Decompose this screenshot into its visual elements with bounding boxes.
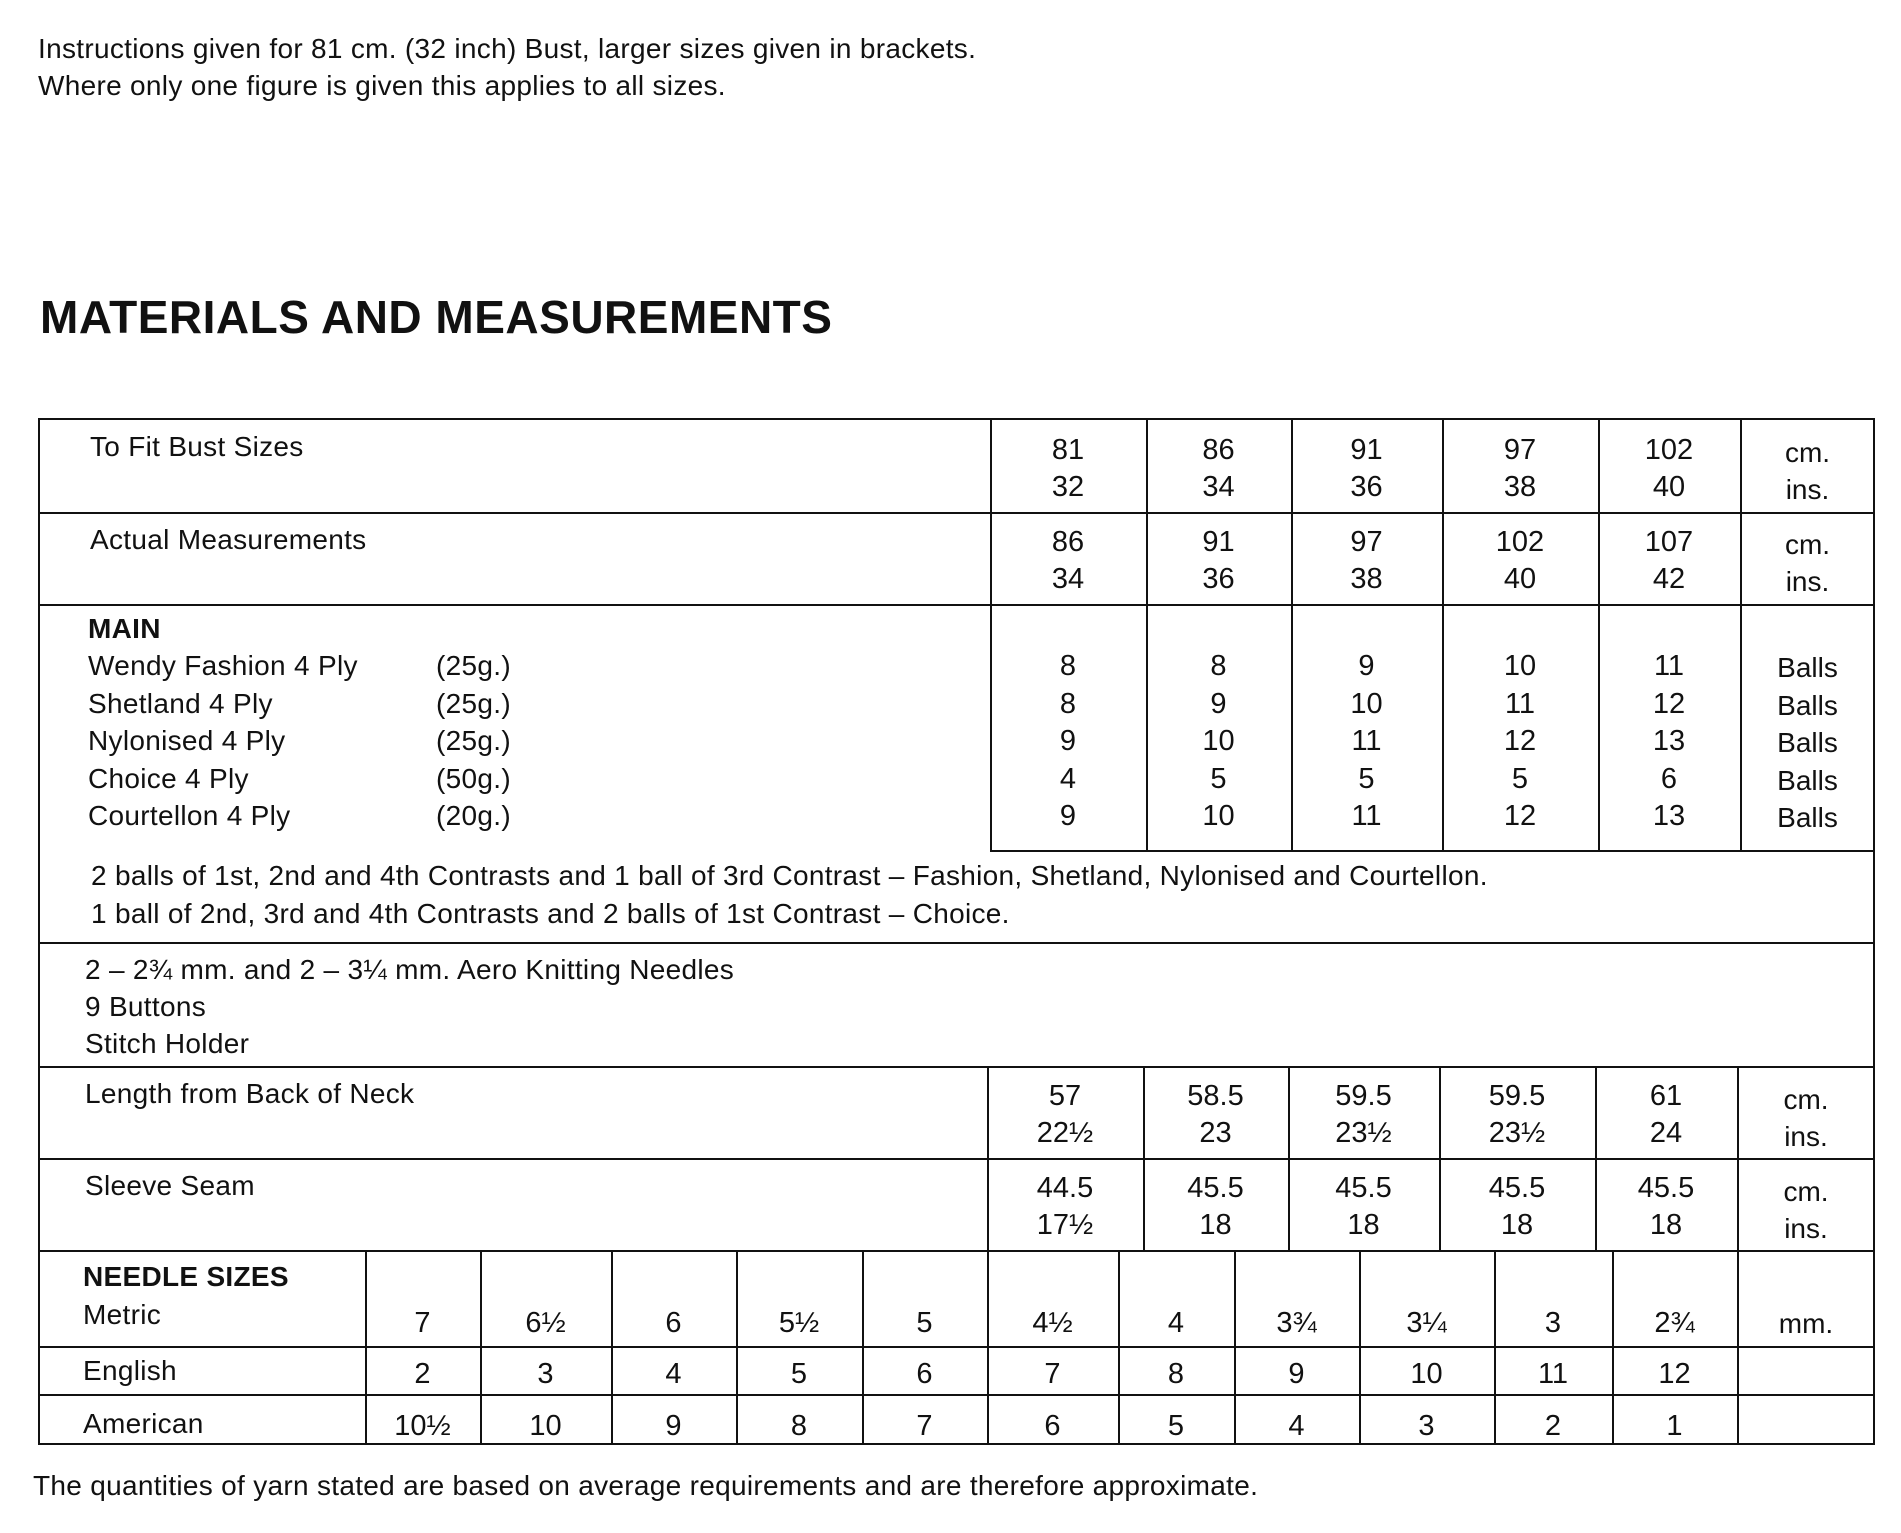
- rule-metric-bottom: [38, 1346, 1875, 1348]
- rule-notes-bottom: [38, 942, 1875, 944]
- yarn-name: Nylonised 4 Ply: [88, 725, 286, 757]
- page-title: MATERIALS AND MEASUREMENTS: [40, 291, 833, 343]
- yarn-name: Choice 4 Ply: [88, 762, 249, 794]
- sleeve-size-1: 44.5 17½: [1036, 1172, 1094, 1241]
- needle-american-size: 8: [790, 1410, 808, 1442]
- needle-american-size: 10½: [394, 1410, 451, 1442]
- needle-english-size: 2: [414, 1358, 431, 1390]
- needle-sizes-title: NEEDLE SIZES: [83, 1261, 289, 1292]
- bust-unit: cm. ins.: [1784, 437, 1831, 505]
- yarn-balls: 5: [1210, 762, 1227, 795]
- footer-note: The quantities of yarn stated are based on average requirements and are therefore approximate.: [33, 1470, 1259, 1501]
- yarn-weight: (25g.): [436, 687, 511, 719]
- rule-english-bottom: [38, 1394, 1875, 1396]
- needle-metric-size: 3: [1544, 1307, 1562, 1339]
- intro-line-2: Where only one figure is given this applies to all sizes.: [38, 70, 726, 101]
- needle-english-size: 6: [916, 1358, 933, 1390]
- bust-size-2: 86 34: [1202, 434, 1235, 503]
- needle-english-size: 11: [1537, 1358, 1569, 1390]
- contrast-note: 1 ball of 2nd, 3rd and 4th Contrasts and 2 balls of 1st Contrast – Choice.: [91, 898, 1010, 929]
- needle-american-size: 9: [665, 1410, 682, 1442]
- actual-label: Actual Measurements: [90, 524, 367, 555]
- main-title: MAIN: [88, 613, 161, 644]
- sleeve-size-2: 45.5 18: [1187, 1172, 1244, 1241]
- yarn-unit: Balls: [1777, 802, 1838, 834]
- yarn-balls: 6: [1660, 762, 1678, 795]
- yarn-balls: 11: [1351, 725, 1382, 758]
- sleeve-unit: cm. ins.: [1783, 1176, 1829, 1244]
- yarn-balls: 11: [1351, 800, 1382, 833]
- needle-english-size: 5: [790, 1358, 808, 1390]
- actual-size-2: 91 36: [1202, 526, 1235, 595]
- needle-col-rule: [1737, 1250, 1739, 1445]
- actual-size-5: 107 42: [1644, 526, 1694, 595]
- yarn-unit: Balls: [1777, 689, 1838, 721]
- length-size-5: 61 24: [1649, 1080, 1683, 1149]
- yarn-balls: 8: [1210, 650, 1227, 682]
- needle-metric-size: 4: [1167, 1307, 1185, 1339]
- english-label: English: [83, 1355, 177, 1386]
- needle-english-size: 3: [537, 1358, 554, 1390]
- yarn-row: [88, 797, 968, 834]
- yarn-balls: 4: [1059, 762, 1077, 795]
- yarn-balls: 12: [1503, 800, 1537, 833]
- needle-american-size: 6: [1044, 1410, 1061, 1442]
- rule-length-bottom: [38, 1158, 1875, 1160]
- needle-english-size: 8: [1167, 1358, 1185, 1390]
- rule-extras-bottom: [38, 1066, 1875, 1068]
- needle-american-size: 1: [1666, 1410, 1683, 1442]
- length-size-4: 59.5 23½: [1488, 1080, 1546, 1149]
- length-size-3: 59.5 23½: [1335, 1080, 1392, 1149]
- bust-size-1: 81 32: [1051, 434, 1085, 503]
- needle-metric-size: 4½: [1032, 1307, 1073, 1339]
- yarn-unit: Balls: [1777, 652, 1838, 683]
- bust-size-3: 91 36: [1350, 434, 1383, 503]
- yarn-balls: 11: [1504, 687, 1536, 720]
- yarn-balls: 13: [1652, 725, 1686, 758]
- needle-metric-size: 7: [414, 1307, 431, 1339]
- extra-item: 9 Buttons: [85, 991, 207, 1022]
- yarn-name: Wendy Fashion 4 Ply: [88, 650, 358, 681]
- yarn-weight: (25g.): [436, 650, 511, 681]
- length-size-2: 58.5 23: [1187, 1080, 1244, 1149]
- bust-size-4: 97 38: [1503, 434, 1537, 503]
- needle-metric-size: 5: [916, 1307, 933, 1339]
- needle-english-size: 10: [1410, 1358, 1443, 1390]
- yarn-balls: 9: [1210, 687, 1227, 720]
- yarn-row: [88, 685, 968, 722]
- yarn-balls: 10: [1503, 650, 1537, 682]
- actual-size-1: 86 34: [1051, 526, 1085, 595]
- sleeve-size-5: 45.5 18: [1637, 1172, 1695, 1241]
- needle-metric-size: 6: [665, 1307, 682, 1339]
- yarn-row: [88, 722, 968, 759]
- contrast-note: 2 balls of 1st, 2nd and 4th Contrasts and 1 ball of 3rd Contrast – Fashion, Shetland, Nylonised and Courtellon.: [91, 860, 1488, 891]
- length-label: Length from Back of Neck: [85, 1078, 415, 1109]
- needle-metric-size: 3¼: [1406, 1307, 1447, 1339]
- yarn-balls: 8: [1059, 687, 1077, 720]
- yarn-row: [88, 760, 968, 797]
- needle-american-size: 5: [1167, 1410, 1185, 1442]
- yarn-weight: (25g.): [436, 725, 511, 757]
- yarn-balls: 12: [1503, 725, 1537, 758]
- needle-english-size: 12: [1658, 1358, 1691, 1390]
- yarn-name: Shetland 4 Ply: [88, 687, 273, 719]
- sleeve-size-4: 45.5 18: [1488, 1172, 1546, 1241]
- metric-label: Metric: [83, 1299, 162, 1330]
- yarn-balls: 5: [1358, 762, 1375, 795]
- yarn-name: Courtellon 4 Ply: [88, 800, 291, 832]
- needle-metric-size: 6½: [525, 1307, 566, 1339]
- metric-unit: mm.: [1778, 1308, 1834, 1339]
- needle-american-size: 7: [916, 1410, 933, 1442]
- yarn-balls: 11: [1653, 650, 1685, 682]
- actual-size-3: 97 38: [1350, 526, 1383, 595]
- yarn-balls: 12: [1652, 687, 1686, 720]
- yarn-balls: 8: [1059, 650, 1077, 682]
- sleeve-label: Sleeve Seam: [85, 1170, 255, 1201]
- needle-american-size: 3: [1418, 1410, 1435, 1442]
- extra-item: Stitch Holder: [85, 1028, 250, 1059]
- needle-metric-size: 2¾: [1654, 1307, 1695, 1339]
- yarn-balls: 13: [1652, 800, 1686, 833]
- actual-size-4: 102 40: [1495, 526, 1545, 595]
- actual-unit: cm. ins.: [1784, 529, 1831, 597]
- rule-sleeve-bottom: [38, 1250, 1875, 1252]
- yarn-balls: 9: [1059, 725, 1077, 758]
- yarn-balls: 10: [1202, 725, 1235, 758]
- intro-text: [38, 30, 976, 104]
- needle-metric-size: 5½: [778, 1307, 820, 1339]
- rule-yarn-grid-bottom: [990, 850, 1875, 852]
- needle-american-size: 10: [529, 1410, 562, 1442]
- yarn-balls: 10: [1202, 800, 1235, 833]
- needle-english-size: 4: [665, 1358, 682, 1390]
- yarn-unit: Balls: [1777, 727, 1838, 759]
- yarn-row: [88, 647, 968, 684]
- yarn-balls: 5: [1511, 762, 1529, 795]
- needle-english-size: 7: [1044, 1358, 1061, 1390]
- length-unit: cm. ins.: [1783, 1084, 1829, 1152]
- yarn-balls: 9: [1358, 650, 1375, 682]
- sleeve-size-3: 45.5 18: [1335, 1172, 1392, 1241]
- intro-line-1: Instructions given for 81 cm. (32 inch) Bust, larger sizes given in brackets.: [38, 33, 977, 64]
- yarn-weight: (50g.): [436, 762, 511, 794]
- needle-american-size: 2: [1544, 1410, 1562, 1442]
- yarn-unit: Balls: [1777, 764, 1838, 796]
- yarn-balls: 10: [1350, 687, 1383, 720]
- bust-label: To Fit Bust Sizes: [90, 431, 304, 462]
- extra-item: 2 – 2¾ mm. and 2 – 3¼ mm. Aero Knitting Needles: [85, 954, 735, 985]
- bust-size-5: 102 40: [1644, 434, 1694, 503]
- needle-metric-size: 3¾: [1276, 1307, 1317, 1339]
- yarn-weight: (20g.): [436, 800, 511, 832]
- american-label: American: [83, 1408, 204, 1439]
- length-size-1: 57 22½: [1036, 1080, 1094, 1149]
- needle-american-size: 4: [1288, 1410, 1305, 1442]
- needle-english-size: 9: [1288, 1358, 1305, 1390]
- yarn-balls: 9: [1059, 800, 1077, 833]
